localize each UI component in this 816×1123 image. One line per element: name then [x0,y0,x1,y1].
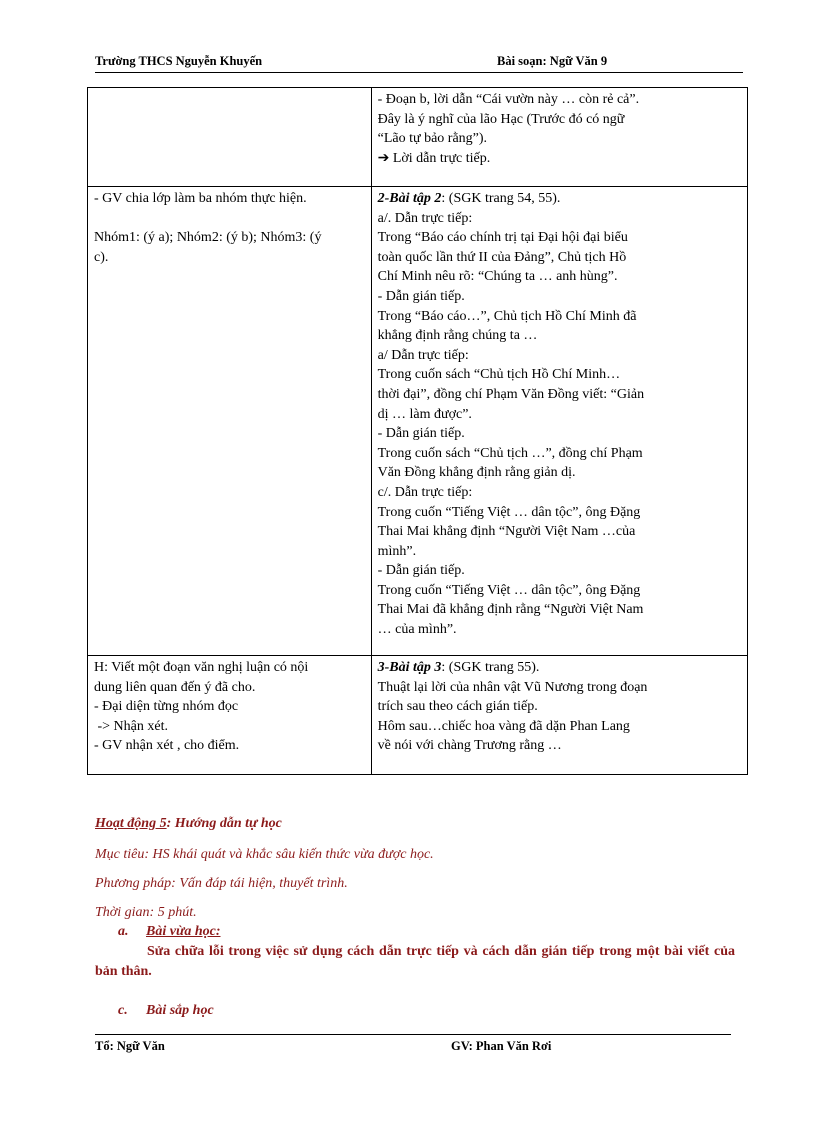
lesson-subject: Bài soạn: Ngữ Văn 9 [497,54,608,68]
text-line: -> Nhận xét. [94,718,168,734]
text-line: a/ Dẫn trực tiếp: [377,347,469,363]
text-line: Trong cuốn “Tiếng Việt … dân tộc”, ông Đặng [377,504,641,520]
table-row [88,88,748,187]
text-line: Văn Đồng khẳng định rằng giản dị. [377,465,576,481]
exercise-title: 2-Bài tập 2: (SGK trang 54, 55). [377,191,561,206]
text-line: Thai Mai đã khẳng định rằng “Người Việt Nam [377,602,644,618]
activity-heading: Hoạt động 5: Hướng dẫn tự học [95,816,282,831]
text-line: Nhóm1: (ý a); Nhóm2: (ý b); Nhóm3: (ý [94,230,322,246]
text-line: ➔ Lời dẫn trực tiếp. [377,150,491,166]
text-line: c). [94,249,109,265]
text-line: - Dẫn gián tiếp. [377,288,465,304]
teacher-activity-cell [88,187,372,656]
activity-time: Thời gian: 5 phút. [95,905,197,920]
text-line: - GV nhận xét , cho điểm. [94,738,240,754]
text-line: - GV chia lớp làm ba nhóm thực hiện. [94,191,307,206]
text-line: Thai Mai khẳng định “Người Việt Nam …của [377,524,636,540]
exercise-title: 3-Bài tập 3: (SGK trang 55). [377,660,540,675]
table-row [88,656,748,775]
text-line: thời đại”, đồng chí Phạm Văn Đồng viết: “Giản [377,386,645,402]
text-line: Trong cuốn sách “Chủ tịch Hồ Chí Minh… [377,367,621,383]
text-line: dị … làm được”. [377,406,472,422]
activity-method: Phương pháp: Vấn đáp tái hiện, thuyết trình. [95,876,348,891]
text-line: Hôm sau…chiếc hoa vàng đã dặn Phan Lang [377,718,630,734]
teacher-activity-cell [88,88,372,187]
text-line: Chí Minh nêu rõ: “Chúng ta … anh hùng”. [377,269,618,285]
text-line: khẳng định rằng chúng ta … [377,328,538,344]
page-header [95,52,743,72]
text-line: H: Viết một đoạn văn nghị luận có nội [94,660,309,675]
content-cell [371,187,747,656]
text-line: - Đại diện từng nhóm đọc [94,699,239,715]
text-line: trích sau theo cách gián tiếp. [377,699,538,715]
text-line: về nói với chàng Trương rằng … [377,738,562,754]
text-line: toàn quốc lần thứ II của Đảng”, Chủ tịch Hồ [377,249,627,265]
content-cell [371,656,747,775]
text-line: - Đoạn b, lời dẫn “Cái vườn này … còn rẻ cả”. [377,92,640,107]
text-line: Đây là ý nghĩ của lão Hạc (Trước đó có ngữ [377,111,625,127]
text-line: … của mình”. [377,622,457,638]
teacher-activity-cell [88,656,372,775]
text-line: dung liên quan đến ý đã cho. [94,679,256,695]
text-line: - Dẫn gián tiếp. [377,426,465,442]
content-cell [371,88,747,187]
section-a-heading: a. Bài vừa học: [118,924,221,939]
footer-divider [95,1034,731,1035]
text-line: Trong cuốn “Tiếng Việt … dân tộc”, ông Đặng [377,582,641,598]
text-line: Trong “Báo cáo…”, Chủ tịch Hồ Chí Minh đã [377,308,637,324]
header-divider [95,72,743,73]
section-c-heading: c. Bài sắp học [118,1003,214,1018]
school-name: Trường THCS Nguyễn Khuyến [95,54,263,68]
footer-teacher: GV: Phan Văn Rơi [451,1039,552,1053]
text-line: Trong “Báo cáo chính trị tại Đại hội đại biểu [377,230,628,246]
text-line: Thuật lại lời của nhân vật Vũ Nương trong đoạn [377,679,648,695]
text-line: c/. Dẫn trực tiếp: [377,484,473,500]
section-a-text: Sửa chữa lỗi trong việc sử dụng cách dẫn trực tiếp và cách dẫn gián tiếp trong một bài viết của bản thân. [95,944,735,979]
lesson-table [87,87,748,775]
text-line: a/. Dẫn trực tiếp: [377,210,473,226]
text-line: “Lão tự bảo rằng”). [377,131,488,147]
activity-goal: Mục tiêu: HS khái quát và khắc sâu kiến thức vừa được học. [95,847,434,862]
text-line: mình”. [377,543,417,559]
text-line: - Dẫn gián tiếp. [377,563,465,579]
footer-group: Tổ: Ngữ Văn [95,1039,165,1053]
table-row [88,187,748,656]
text-line: Trong cuốn sách “Chủ tịch …”, đồng chí Phạm [377,445,643,461]
